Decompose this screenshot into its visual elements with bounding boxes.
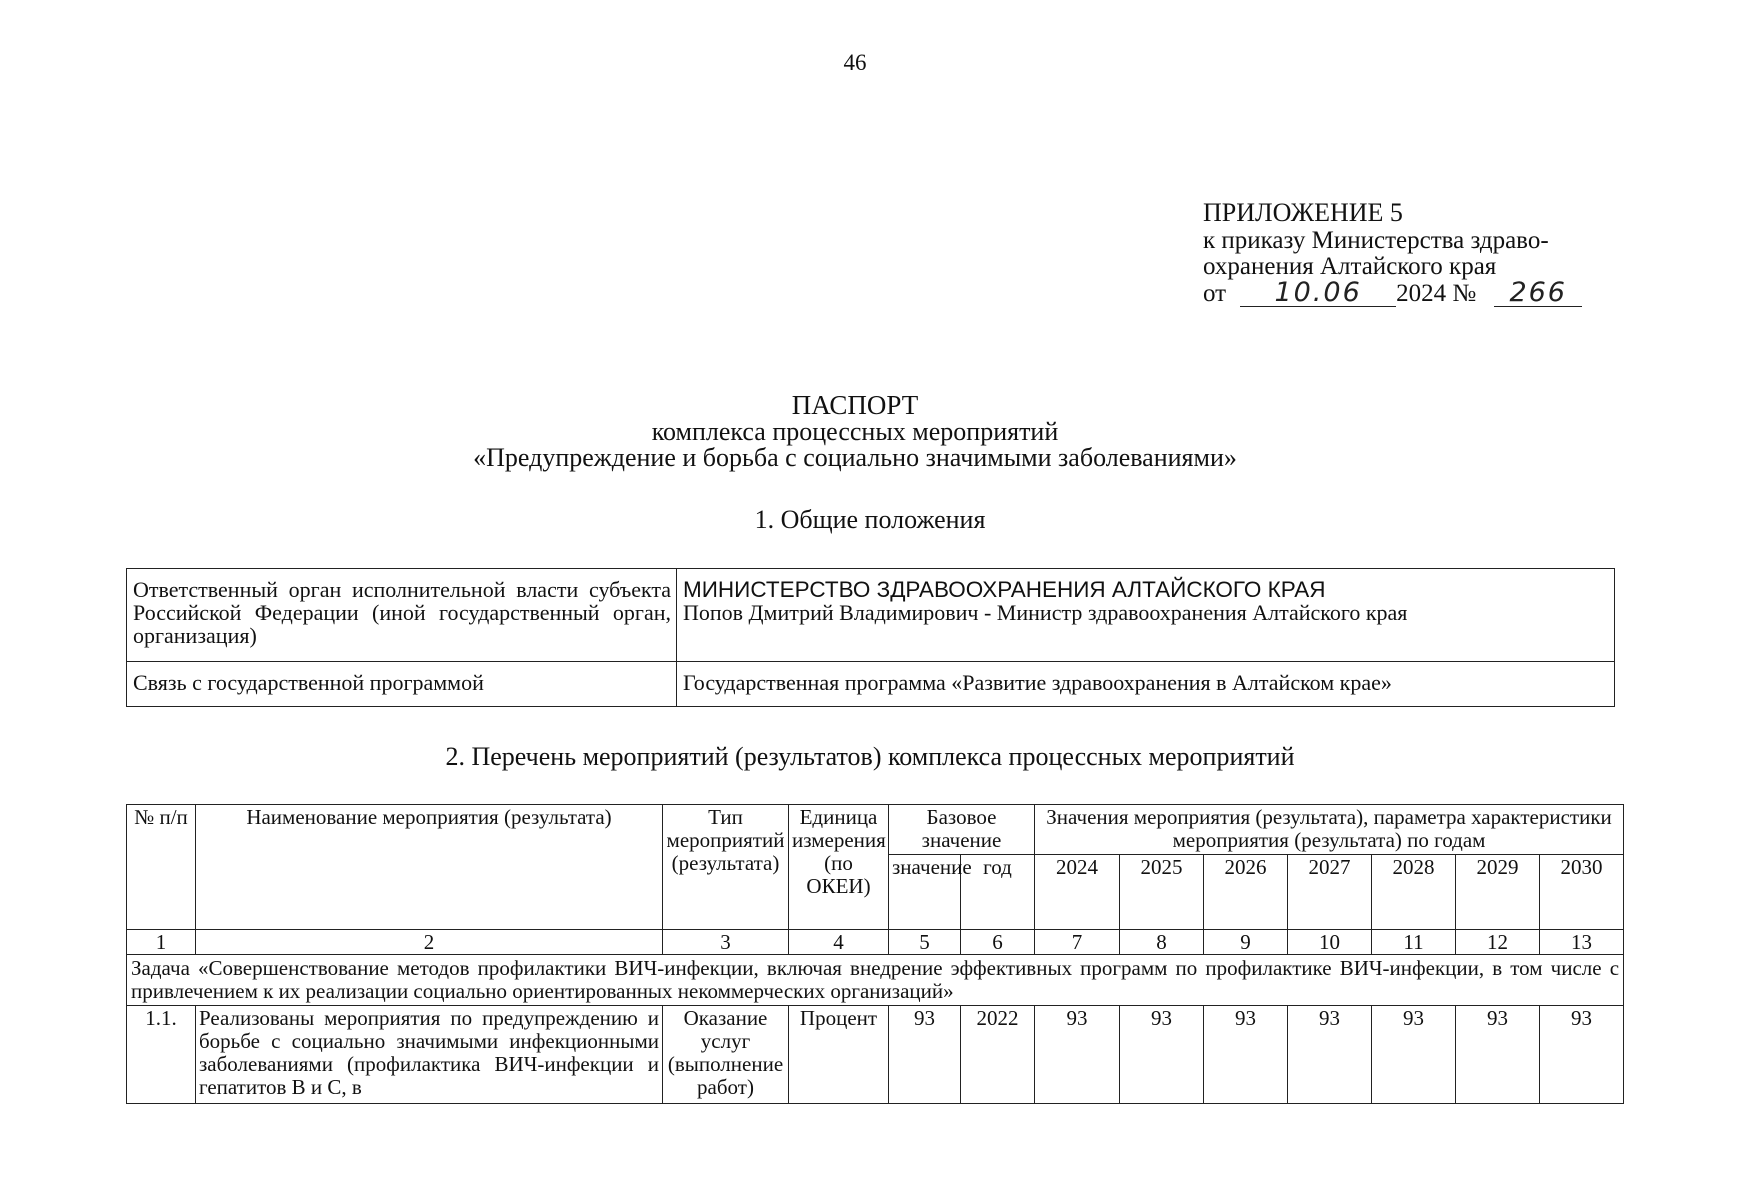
col-number: 2: [196, 930, 663, 955]
general-provisions-table: [126, 568, 1615, 707]
col-number: 13: [1540, 930, 1624, 955]
header-year: 2029: [1456, 855, 1540, 930]
row-value: 93: [1035, 1006, 1120, 1104]
col-number: 5: [889, 930, 961, 955]
header-values: Значения мероприятия (результата), параметра характеристики мероприятия (результата) по годам: [1035, 805, 1624, 855]
passport-heading: [0, 392, 1710, 471]
row-value: 93: [1204, 1006, 1288, 1104]
table-row: [127, 569, 1615, 662]
row-base-value: 93: [889, 1006, 961, 1104]
col-number: 9: [1204, 930, 1288, 955]
section-2-title: 2. Перечень мероприятий (результатов) комплекса процессных мероприятий: [445, 742, 1295, 771]
header-year: 2027: [1288, 855, 1372, 930]
from-label: от: [1203, 280, 1227, 307]
header-row: [127, 805, 1624, 855]
row-value: 93: [1288, 1006, 1372, 1104]
order-date-line: [1203, 277, 1582, 308]
col-number: 7: [1035, 930, 1120, 955]
row-num: 1.1.: [127, 1006, 196, 1104]
events-table: [126, 804, 1624, 1104]
row-value: 93: [1540, 1006, 1624, 1104]
col-number: 8: [1120, 930, 1204, 955]
ministry-name: МИНИСТЕРСТВО ЗДРАВООХРАНЕНИЯ АЛТАЙСКОГО КРАЯ: [683, 577, 1326, 602]
col-number: 10: [1288, 930, 1372, 955]
handwritten-date: 10.06: [1240, 280, 1396, 307]
appendix-title: ПРИЛОЖЕНИЕ 5: [1203, 198, 1403, 227]
row-value: 93: [1372, 1006, 1456, 1104]
row-base-year: 2022: [961, 1006, 1035, 1104]
passport-subtitle-2: «Предупреждение и борьба с социально значимыми заболеваниями»: [473, 443, 1237, 472]
header-base-year: год: [961, 855, 1035, 930]
col-number: 3: [663, 930, 789, 955]
section-1-title: 1. Общие положения: [754, 505, 986, 534]
column-numbers-row: [127, 930, 1624, 955]
table-row: [127, 1006, 1624, 1104]
row-type: Оказание услуг (выполнение работ): [663, 1006, 789, 1104]
header-num: № п/п: [127, 805, 196, 930]
row-name: Реализованы мероприятия по предупреждению и борьбе с социально значимыми инфекционными заболеваниями (профилактика ВИЧ-инфекции и гепатитов В и С, в: [196, 1006, 663, 1104]
responsible-body-value: [677, 569, 1615, 662]
row-value: 93: [1456, 1006, 1540, 1104]
header-year: 2030: [1540, 855, 1624, 930]
header-base: Базовое значение: [889, 805, 1035, 855]
header-year: 2025: [1120, 855, 1204, 930]
col-number: 1: [127, 930, 196, 955]
program-link-value: Государственная программа «Развитие здравоохранения в Алтайском крае»: [677, 662, 1615, 707]
table-row: [127, 662, 1615, 707]
row-unit: Процент: [789, 1006, 889, 1104]
page-number: 46: [843, 50, 867, 75]
col-number: 11: [1372, 930, 1456, 955]
minister-name: Попов Дмитрий Владимирович - Министр здравоохранения Алтайского края: [683, 600, 1408, 625]
header-year: 2024: [1035, 855, 1120, 930]
task-row: [127, 955, 1624, 1006]
row-value: 93: [1120, 1006, 1204, 1104]
appendix-block: [1203, 200, 1582, 307]
header-name: Наименование мероприятия (результата): [196, 805, 663, 930]
appendix-line-1: к приказу Министерства здраво-: [1203, 227, 1549, 254]
order-year: 2024 №: [1396, 280, 1477, 307]
passport-title: ПАСПОРТ: [791, 390, 919, 420]
col-number: 6: [961, 930, 1035, 955]
handwritten-number: 266: [1494, 280, 1582, 307]
task-text: Задача «Совершенствование методов профилактики ВИЧ-инфекции, включая внедрение эффективных программ по профилактике ВИЧ-инфекции, в том числе с привлечением к их реализации социально ориентированных некоммерческих организаций»: [127, 955, 1624, 1006]
header-year: 2026: [1204, 855, 1288, 930]
header-type: Тип мероприятий (результата): [663, 805, 789, 930]
col-number: 4: [789, 930, 889, 955]
col-number: 12: [1456, 930, 1540, 955]
passport-subtitle-1: комплекса процессных мероприятий: [651, 417, 1059, 446]
header-unit: Единица измерения (по ОКЕИ): [789, 805, 889, 930]
header-base-value: значение: [889, 855, 961, 930]
header-year: 2028: [1372, 855, 1456, 930]
appendix-line-2: охранения Алтайского края: [1203, 253, 1497, 280]
responsible-body-label: Ответственный орган исполнительной власти субъекта Российской Федерации (иной государственный орган, организация): [127, 569, 677, 662]
program-link-label: Связь с государственной программой: [127, 662, 677, 707]
